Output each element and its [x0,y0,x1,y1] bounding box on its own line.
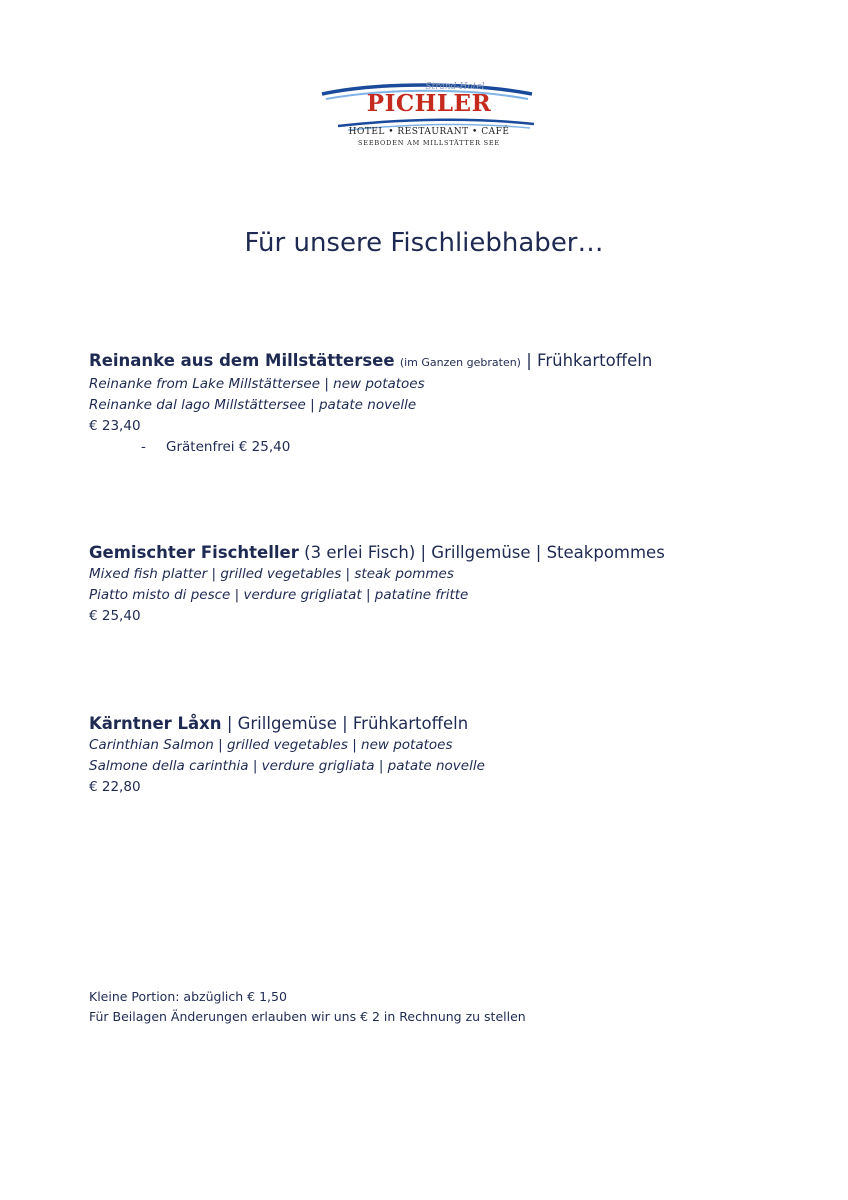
item-translation-it: Reinanke dal lago Millstättersee | patate novelle [89,397,417,413]
item-sides: | Frühkartoffeln [526,351,653,370]
hotel-logo [318,78,540,158]
item-price: € 22,80 [89,779,141,795]
logo-brand: PICHLER [366,90,492,117]
menu-footer [89,987,526,1027]
footer-portion-note: Kleine Portion: abzüglich € 1,50 [89,989,287,1004]
page-title: Für unsere Fischliebhaber… [244,228,604,258]
logo-script: Strand-Hotel [425,82,485,92]
logo-services: HOTEL • RESTAURANT • CAFÉ [348,127,510,137]
menu-item-laxn [89,713,809,798]
item-option [141,437,809,458]
option-text: Grätenfrei € 25,40 [166,439,291,455]
item-translation-en: Carinthian Salmon | grilled vegetables | new potatoes [89,737,453,753]
item-heading [89,542,809,564]
menu-item-fischteller [89,542,809,627]
item-price: € 23,40 [89,418,141,434]
logo-location: SEEBODEN AM MILLSTÄTTER SEE [358,139,500,147]
item-note: (im Ganzen gebraten) [399,356,521,369]
option-dash: - [141,439,146,455]
item-sides: | Grillgemüse | Frühkartoffeln [226,714,469,733]
item-translation-en: Reinanke from Lake Millstättersee | new potatoes [89,376,425,392]
item-heading [89,713,809,735]
item-translation-en: Mixed fish platter | grilled vegetables | steak pommes [89,566,454,582]
item-translation-it: Salmone della carinthia | verdure grigliata | patate novelle [89,758,485,774]
item-price: € 25,40 [89,608,141,624]
menu-item-reinanke [89,350,809,458]
footer-sides-note: Für Beilagen Änderungen erlauben wir uns € 2 in Rechnung zu stellen [89,1009,526,1024]
item-translation-it: Piatto misto di pesce | verdure grigliatat | patatine fritte [89,587,469,603]
item-name: Reinanke aus dem Millstättersee [89,351,395,370]
item-name: Kärntner Låxn [89,714,222,733]
item-name: Gemischter Fischteller [89,543,299,562]
item-sides: (3 erlei Fisch) | Grillgemüse | Steakpommes [304,543,665,562]
item-heading [89,350,809,374]
